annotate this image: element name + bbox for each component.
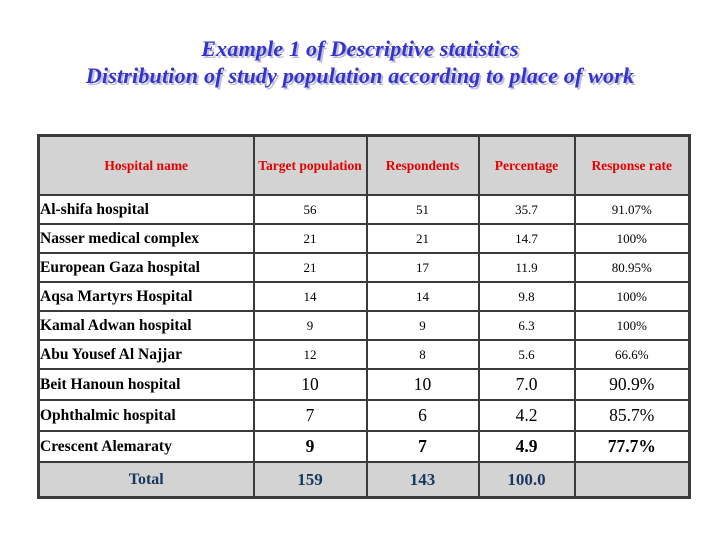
percentage-cell: 35.7 xyxy=(479,195,575,224)
table-row xyxy=(39,253,690,282)
target-population-cell: 12 xyxy=(254,340,367,369)
table-row xyxy=(39,369,690,400)
header-hospital-name: Hospital name xyxy=(39,136,254,196)
table-row xyxy=(39,400,690,431)
response-rate-cell: 100% xyxy=(575,224,690,253)
target-population-cell: 56 xyxy=(254,195,367,224)
total-response-rate xyxy=(575,462,690,498)
header-respondents: Respondents xyxy=(367,136,479,196)
total-row xyxy=(39,462,690,498)
target-population-cell: 10 xyxy=(254,369,367,400)
respondents-cell: 6 xyxy=(367,400,479,431)
respondents-cell: 17 xyxy=(367,253,479,282)
hospital-name-cell: Beit Hanoun hospital xyxy=(39,369,254,400)
total-respondents: 143 xyxy=(367,462,479,498)
target-population-cell: 21 xyxy=(254,224,367,253)
percentage-cell: 7.0 xyxy=(479,369,575,400)
statistics-table xyxy=(37,134,691,499)
hospital-name-cell: Ophthalmic hospital xyxy=(39,400,254,431)
respondents-cell: 14 xyxy=(367,282,479,311)
title-line-1: Example 1 of Descriptive statistics xyxy=(201,36,519,61)
header-percentage: Percentage xyxy=(479,136,575,196)
table-row xyxy=(39,195,690,224)
respondents-cell: 10 xyxy=(367,369,479,400)
total-label: Total xyxy=(39,462,254,498)
slide-title xyxy=(0,35,720,89)
respondents-cell: 8 xyxy=(367,340,479,369)
title-line-2: Distribution of study population according to place of work xyxy=(85,63,635,88)
hospital-name-cell: European Gaza hospital xyxy=(39,253,254,282)
hospital-name-cell: Al-shifa hospital xyxy=(39,195,254,224)
hospital-name-cell: Nasser medical complex xyxy=(39,224,254,253)
hospital-name-cell: Abu Yousef Al Najjar xyxy=(39,340,254,369)
target-population-cell: 9 xyxy=(254,431,367,462)
percentage-cell: 4.9 xyxy=(479,431,575,462)
total-target-population: 159 xyxy=(254,462,367,498)
response-rate-cell: 100% xyxy=(575,282,690,311)
header-row xyxy=(39,136,690,196)
hospital-name-cell: Kamal Adwan hospital xyxy=(39,311,254,340)
percentage-cell: 4.2 xyxy=(479,400,575,431)
response-rate-cell: 85.7% xyxy=(575,400,690,431)
hospital-name-cell: Crescent Alemaraty xyxy=(39,431,254,462)
hospital-name-cell: Aqsa Martyrs Hospital xyxy=(39,282,254,311)
response-rate-cell: 90.9% xyxy=(575,369,690,400)
target-population-cell: 7 xyxy=(254,400,367,431)
table-row xyxy=(39,311,690,340)
total-percentage: 100.0 xyxy=(479,462,575,498)
target-population-cell: 9 xyxy=(254,311,367,340)
response-rate-cell: 80.95% xyxy=(575,253,690,282)
response-rate-cell: 100% xyxy=(575,311,690,340)
percentage-cell: 11.9 xyxy=(479,253,575,282)
respondents-cell: 21 xyxy=(367,224,479,253)
target-population-cell: 21 xyxy=(254,253,367,282)
respondents-cell: 7 xyxy=(367,431,479,462)
response-rate-cell: 91.07% xyxy=(575,195,690,224)
respondents-cell: 51 xyxy=(367,195,479,224)
respondents-cell: 9 xyxy=(367,311,479,340)
table-row xyxy=(39,340,690,369)
percentage-cell: 14.7 xyxy=(479,224,575,253)
header-response-rate: Response rate xyxy=(575,136,690,196)
table-row xyxy=(39,431,690,462)
response-rate-cell: 77.7% xyxy=(575,431,690,462)
percentage-cell: 9.8 xyxy=(479,282,575,311)
header-target-population: Target population xyxy=(254,136,367,196)
table-row xyxy=(39,224,690,253)
percentage-cell: 5.6 xyxy=(479,340,575,369)
table-row xyxy=(39,282,690,311)
response-rate-cell: 66.6% xyxy=(575,340,690,369)
percentage-cell: 6.3 xyxy=(479,311,575,340)
target-population-cell: 14 xyxy=(254,282,367,311)
